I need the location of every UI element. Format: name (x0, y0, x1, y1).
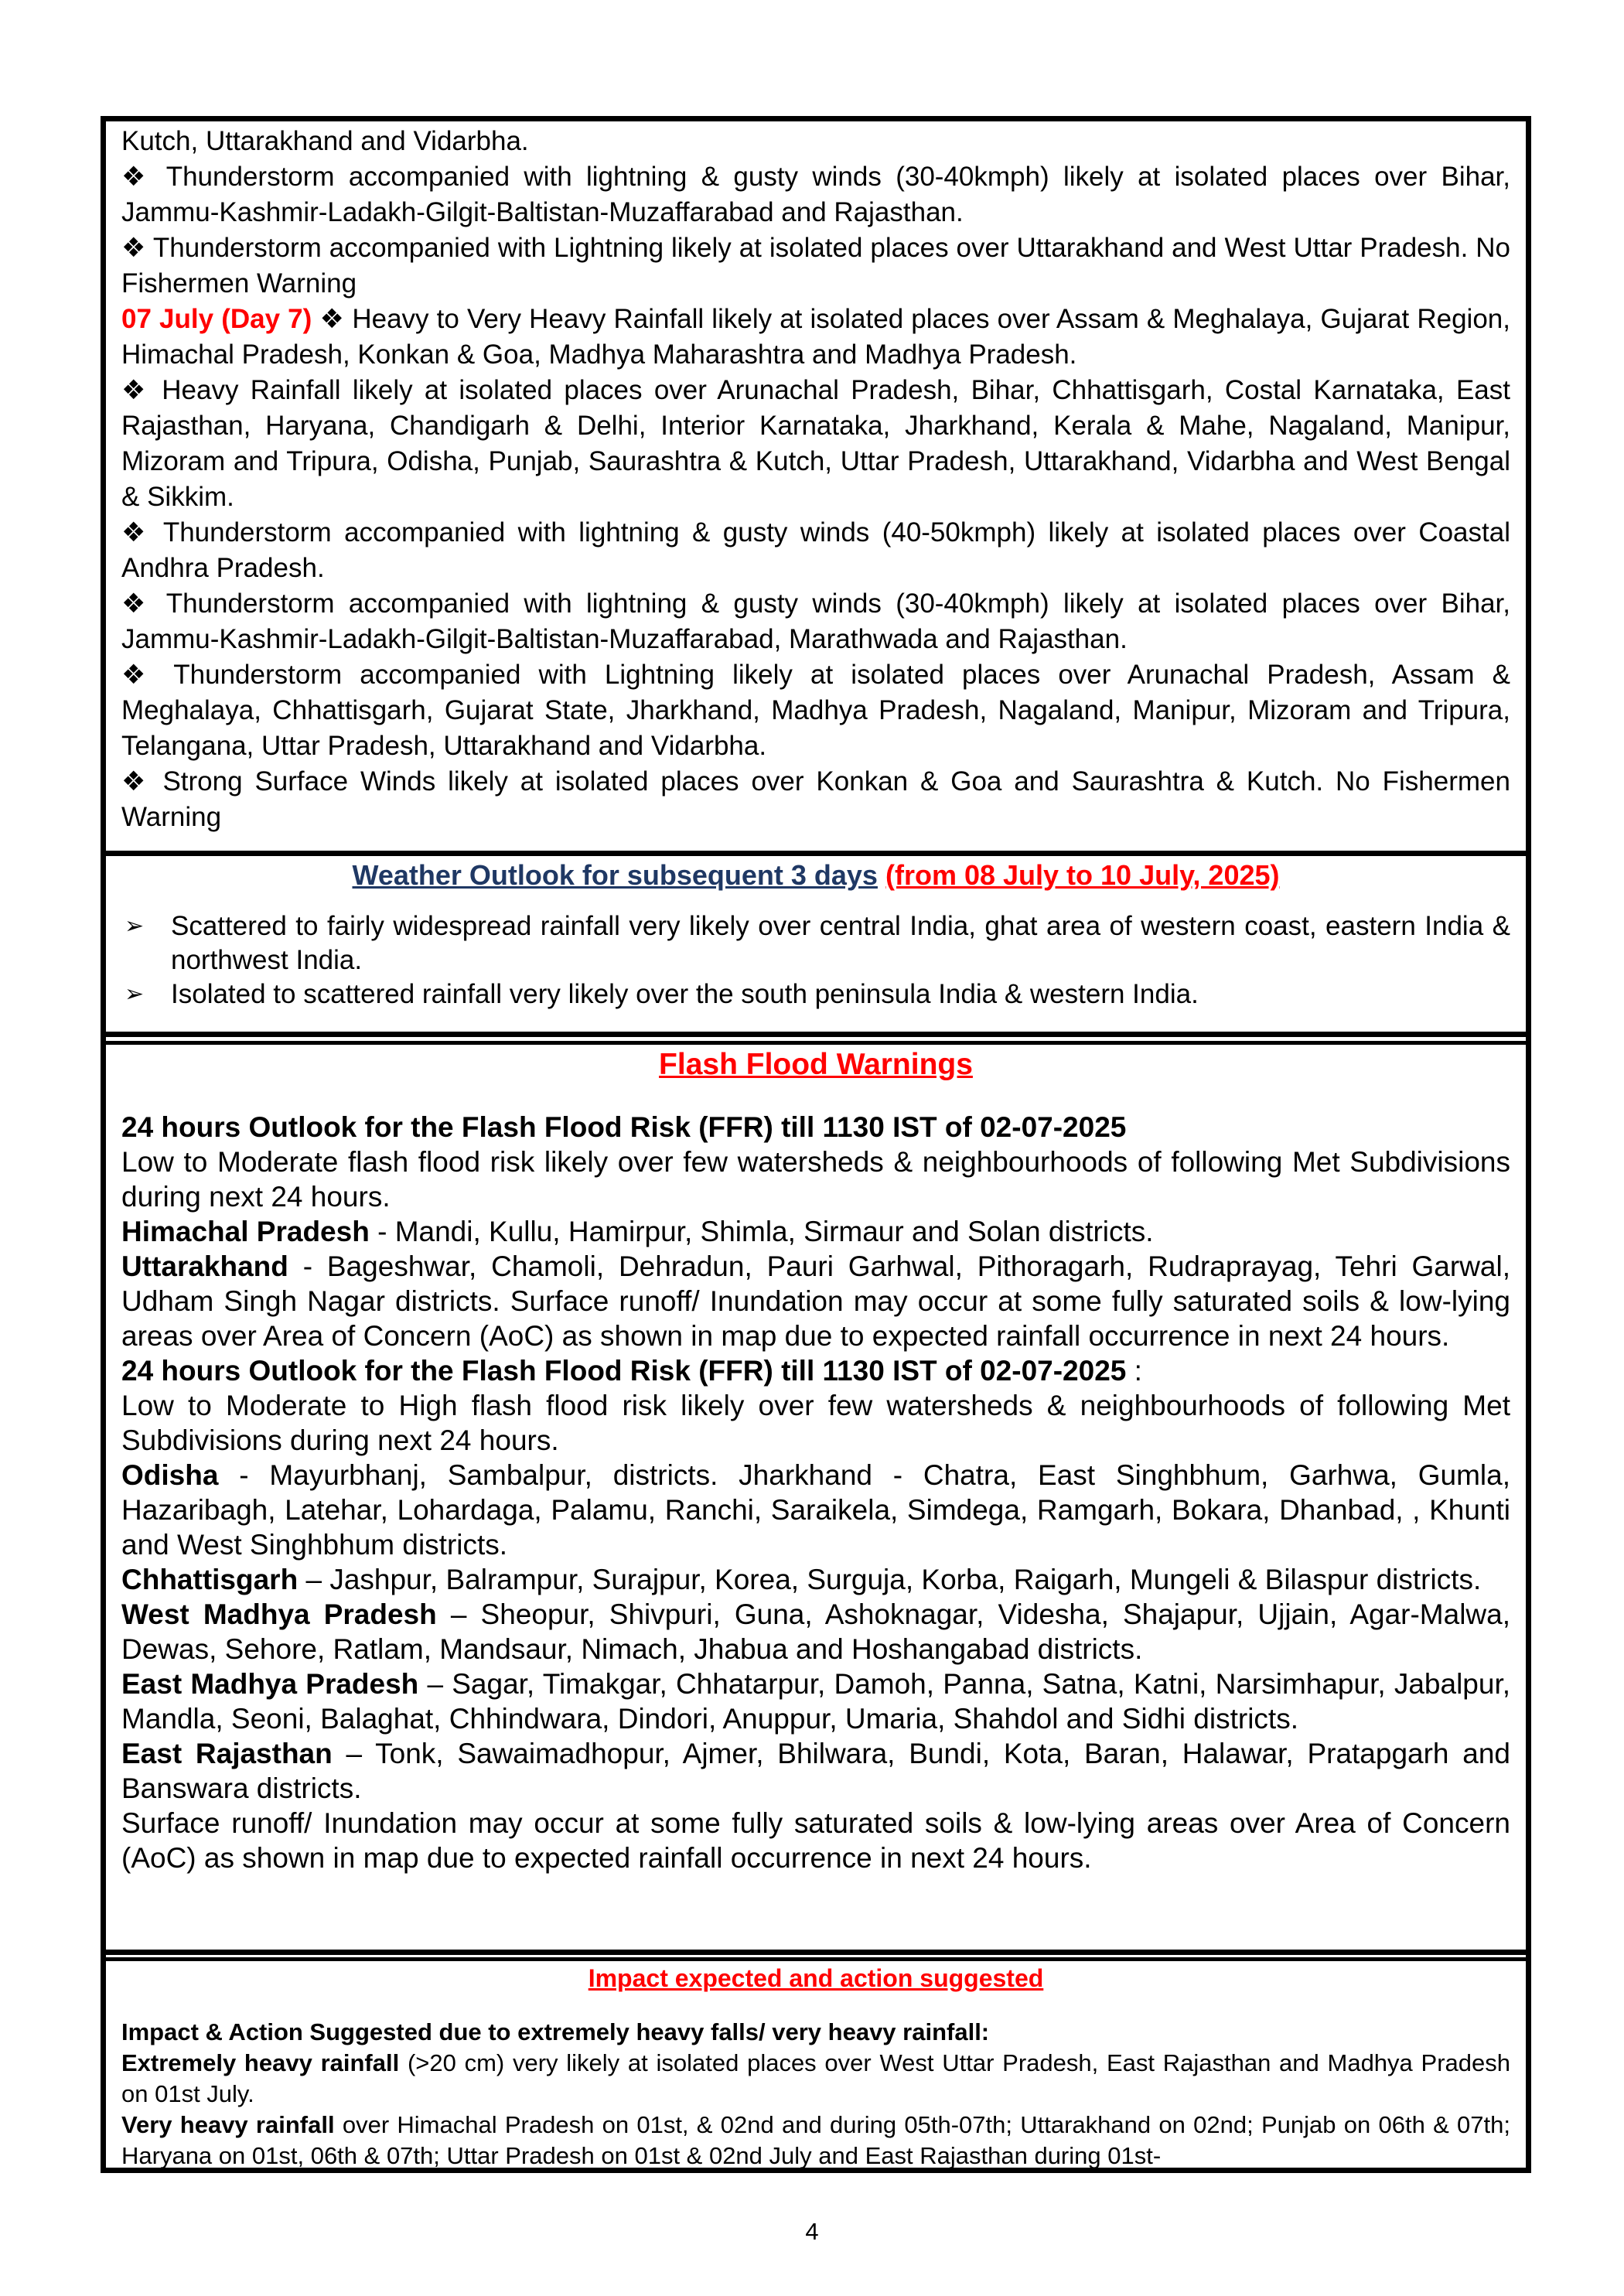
region-text: – Tonk, Sawaimadhopur, Ajmer, Bhilwara, Bundi, Kota, Baran, Halawar, Pratapgarh and Banswara districts. (121, 1738, 1510, 1804)
warning-item (121, 586, 1510, 657)
ffr-region (121, 1562, 1510, 1597)
weather-outlook-section (106, 858, 1526, 1012)
bullet-diamond-icon: ❖ (121, 162, 152, 193)
warning-item (121, 515, 1510, 586)
impact-title: Impact expected and action suggested (588, 1964, 1044, 1992)
list-item (121, 977, 1510, 1012)
region-label: Chhattisgarh (121, 1564, 299, 1595)
region-text: – Sagar, Timakgar, Chhatarpur, Damoh, Panna, Satna, Katni, Narsimhapur, Jabalpur, Mandla, Seoni, Balaghat, Chhindwara, Dindori, Anuppur, Umaria, Shahdol and Sidhi districts. (121, 1668, 1511, 1735)
text-line: Kutch, Uttarakhand and Vidarbha. (121, 126, 529, 156)
arrow-bullet-icon: ➢ (125, 981, 145, 1008)
section-divider (106, 851, 1526, 856)
ffr-heading: 24 hours Outlook for the Flash Flood Risk (FFR) till 1130 IST of 02-07-2025 (121, 1111, 1127, 1143)
outlook-title-dates: (from 08 July to 10 July, 2025) (885, 859, 1280, 891)
ffr-region (121, 1214, 1510, 1249)
region-text: - Mayurbhanj, Sambalpur, districts. Jharkhand - Chatra, East Singhbhum, Garhwa, Gumla, Hazaribagh, Latehar, Lohardaga, Palamu, Ranchi, Saraikela, Simdega, Ramgarh, Bokara, Dhanbad, , Khunti and West Singhbhum districts. (121, 1459, 1510, 1561)
bullet-diamond-icon: ❖ (121, 766, 151, 797)
region-label: West Madhya Pradesh (121, 1598, 437, 1630)
flash-flood-section (106, 1046, 1526, 1875)
bullet-diamond-icon: ❖ (121, 517, 152, 548)
outlook-list (121, 909, 1510, 1012)
impact-item (121, 2048, 1510, 2110)
impact-label: Very heavy rainfall (121, 2111, 335, 2138)
page-number: 4 (805, 2218, 819, 2245)
outlook-title-text: Weather Outlook for subsequent 3 days (352, 859, 878, 891)
section-divider (106, 1950, 1526, 1955)
ffr-region (121, 1667, 1510, 1736)
bulletin-frame (101, 116, 1531, 2173)
ffr-text: Low to Moderate flash flood risk likely over few watersheds & neighbourhoods of following Met Subdivisions during next 24 hours. (121, 1146, 1510, 1213)
impact-heading: Impact & Action Suggested due to extremely heavy falls/ very heavy rainfall: (121, 2018, 990, 2045)
warning-text: Heavy to Very Heavy Rainfall likely at isolated places over Assam & Meghalaya, Gujarat Region, Himachal Pradesh, Konkan & Goa, Madhya Maharashtra and Madhya Pradesh. (121, 304, 1510, 370)
flash-flood-title: Flash Flood Warnings (659, 1048, 973, 1081)
region-label: Uttarakhand (121, 1250, 288, 1282)
daywise-warnings-section (106, 121, 1526, 835)
region-label: Odisha (121, 1459, 219, 1491)
ffr-region (121, 1458, 1510, 1562)
warning-text: Thunderstorm accompanied with lightning & gusty winds (40-50kmph) likely at isolated places over Coastal Andhra Pradesh. (121, 517, 1510, 583)
list-item (121, 909, 1510, 977)
impact-text: (>20 cm) very likely at isolated places over West Uttar Pradesh, East Rajasthan and Madhya Pradesh on 01st July. (121, 2049, 1510, 2107)
outlook-title (121, 858, 1510, 892)
outlook-item-text: Scattered to fairly widespread rainfall very likely over central India, ghat area of western coast, eastern India & northwest India. (171, 911, 1510, 975)
warning-item (121, 764, 1510, 835)
warning-item (121, 657, 1510, 764)
ffr-text: Low to Moderate to High flash flood risk likely over few watersheds & neighbourhoods of following Met Subdivisions during next 24 hours. (121, 1390, 1510, 1456)
ffr-heading-suffix: : (1126, 1355, 1142, 1387)
ffr-region (121, 1249, 1510, 1353)
ffr-region (121, 1597, 1510, 1667)
warning-text: Thunderstorm accompanied with lightning & gusty winds (30-40kmph) likely at isolated places over Bihar, Jammu-Kashmir-Ladakh-Gilgit-Baltistan-Muzaffarabad, Marathwada and Rajasthan. (121, 588, 1510, 654)
bullet-diamond-icon: ❖ (121, 375, 150, 406)
impact-section (106, 1963, 1526, 2171)
bullet-diamond-icon: ❖ (121, 233, 146, 264)
warning-text: Thunderstorm accompanied with lightning & gusty winds (30-40kmph) likely at isolated places over Bihar, Jammu-Kashmir-Ladakh-Gilgit-Baltistan-Muzaffarabad and Rajasthan. (121, 162, 1510, 227)
impact-label: Extremely heavy rainfall (121, 2049, 400, 2076)
outlook-item-text: Isolated to scattered rainfall very likely over the south peninsula India & western India. (171, 979, 1199, 1009)
region-label: East Rajasthan (121, 1738, 333, 1769)
region-text: - Bageshwar, Chamoli, Dehradun, Pauri Garhwal, Pithoragarh, Rudraprayag, Tehri Garwal, Udham Singh Nagar districts. Surface runoff/ Inundation may occur at some fully saturated soils & low-lying areas over Area of Concern (AoC) as shown in map due to expected rainfall occurrence in next 24 hours. (121, 1250, 1510, 1352)
warning-text: Thunderstorm accompanied with Lightning likely at isolated places over Uttarakhand and West Uttar Pradesh. No Fishermen Warning (121, 233, 1510, 299)
region-text: - Mandi, Kullu, Hamirpur, Shimla, Sirmaur and Solan districts. (369, 1216, 1154, 1247)
region-label: East Madhya Pradesh (121, 1668, 419, 1700)
warning-item (121, 159, 1510, 230)
warning-text: Heavy Rainfall likely at isolated places over Arunachal Pradesh, Bihar, Chhattisgarh, Costal Karnataka, East Rajasthan, Haryana, Chandigarh & Delhi, Interior Karnataka, Jharkhand, Kerala & Mahe, Nagaland, Manipur, Mizoram and Tripura, Odisha, Punjab, Saurashtra & Kutch, Uttar Pradesh, Uttarakhand, Vidarbha and West Bengal & Sikkim. (121, 375, 1510, 512)
warning-text: Strong Surface Winds likely at isolated places over Konkan & Goa and Saurashtra & Kutch. No Fishermen Warning (121, 766, 1510, 832)
impact-text: over Himachal Pradesh on 01st, & 02nd and during 05th-07th; Uttarakhand on 02nd; Punjab on 06th & 07th; Haryana on 01st, 06th & 07th; Uttar Pradesh on 01st & 02nd July and East Rajasthan during 01st- (121, 2111, 1510, 2169)
warning-item (121, 230, 1510, 302)
region-text: – Sheopur, Shivpuri, Guna, Ashoknagar, Videsha, Shajapur, Ujjain, Agar-Malwa, Dewas, Sehore, Ratlam, Mandsaur, Nimach, Jhabua and Hoshangabad districts. (121, 1598, 1510, 1665)
impact-item (121, 2110, 1510, 2171)
ffr-heading-2 (121, 1353, 1510, 1388)
day7-label: 07 July (Day 7) (121, 304, 312, 334)
ffr-heading-text: 24 hours Outlook for the Flash Flood Risk (FFR) till 1130 IST of 02-07-2025 (121, 1355, 1127, 1387)
region-text: – Jashpur, Balrampur, Surajpur, Korea, Surguja, Korba, Raigarh, Mungeli & Bilaspur districts. (298, 1564, 1482, 1595)
bullet-diamond-icon: ❖ (121, 660, 156, 691)
section-divider (106, 1957, 1526, 1961)
region-label: Himachal Pradesh (121, 1216, 370, 1247)
arrow-bullet-icon: ➢ (125, 913, 145, 940)
warning-item (121, 373, 1510, 515)
section-divider (106, 1032, 1526, 1037)
ffr-region (121, 1736, 1510, 1806)
section-divider (106, 1041, 1526, 1045)
bullet-diamond-icon: ❖ (319, 304, 345, 335)
bullet-diamond-icon: ❖ (121, 588, 152, 619)
ffr-closing: Surface runoff/ Inundation may occur at some fully saturated soils & low-lying areas over Area of Concern (AoC) as shown in map due to expected rainfall occurrence in next 24 hours. (121, 1807, 1510, 1874)
warning-text: Thunderstorm accompanied with Lightning likely at isolated places over Arunachal Pradesh, Assam & Meghalaya, Chhattisgarh, Gujarat State, Jharkhand, Madhya Pradesh, Nagaland, Manipur, Mizoram and Tripura, Telangana, Uttar Pradesh, Uttarakhand and Vidarbha. (121, 660, 1511, 761)
warning-item (121, 302, 1510, 373)
